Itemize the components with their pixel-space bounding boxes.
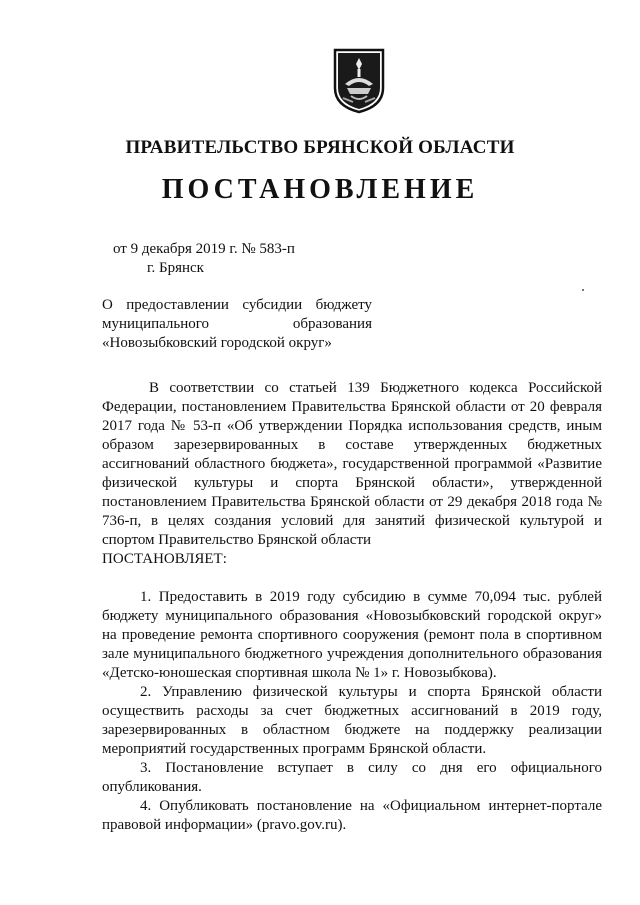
- preamble-paragraph: В соответствии со статьей 139 Бюджетного кодекса Российской Федерации, постановлением Правительства Брянской области от 20 февраля 2017 года № 53-п «Об утверждении Порядка использования средств, иным образом зарезервированных в составе утвержденных бюджетных ассигнований областного бюджета», государственной программой «Развитие физической культуры и спорта Брянской области», утвержденной постановлением Правительства Брянской области от 29 декабря 2018 года № 736-п, в целях создания условий для занятий физической культурой и спортом Правительство Брянской области: [102, 380, 602, 548]
- decree-item-2: 2. Управлению физической культуры и спорта Брянской области осуществить расходы за счет бюджетных ассигнований в 2019 году, зарезервированных в областном бюджете на поддержку реализации мероприятий государственных программ Брянской области.: [102, 684, 602, 757]
- document-type-title: ПОСТАНОВЛЕНИЕ: [161, 174, 479, 205]
- decree-subject: О предоставлении субсидии бюджету муниципального образования «Новозыбковский городской округ»: [102, 297, 372, 351]
- decree-item-1: 1. Предоставить в 2019 году субсидию в сумме 70,094 тыс. рублей бюджету муниципального образования «Новозыбковский городской округ» на проведение ремонта спортивного сооружения (ремонт пола в спортивном зале муниципального бюджетного учреждения дополнительного образования «Детско-юношеская спортивная школа № 1» г. Новозыбкова).: [102, 589, 602, 681]
- city-line: г. Брянск: [147, 260, 204, 276]
- decree-item-4: 4. Опубликовать постановление на «Официальном интернет-портале правовой информации» (pravo.gov.ru).: [102, 798, 602, 833]
- government-title: ПРАВИТЕЛЬСТВО БРЯНСКОЙ ОБЛАСТИ: [125, 137, 515, 158]
- paragraph-gap: [102, 569, 602, 588]
- coat-of-arms-emblem: [333, 48, 385, 114]
- scan-speck: [582, 289, 584, 291]
- decree-body: [102, 379, 602, 835]
- decree-item-3: 3. Постановление вступает в силу со дня его официального опубликования.: [102, 760, 602, 795]
- resolves-heading: ПОСТАНОВЛЯЕТ:: [102, 551, 227, 567]
- coat-of-arms-icon: [333, 48, 385, 114]
- date-number-line: от 9 декабря 2019 г. № 583-п: [113, 241, 295, 257]
- document-meta: [113, 240, 295, 278]
